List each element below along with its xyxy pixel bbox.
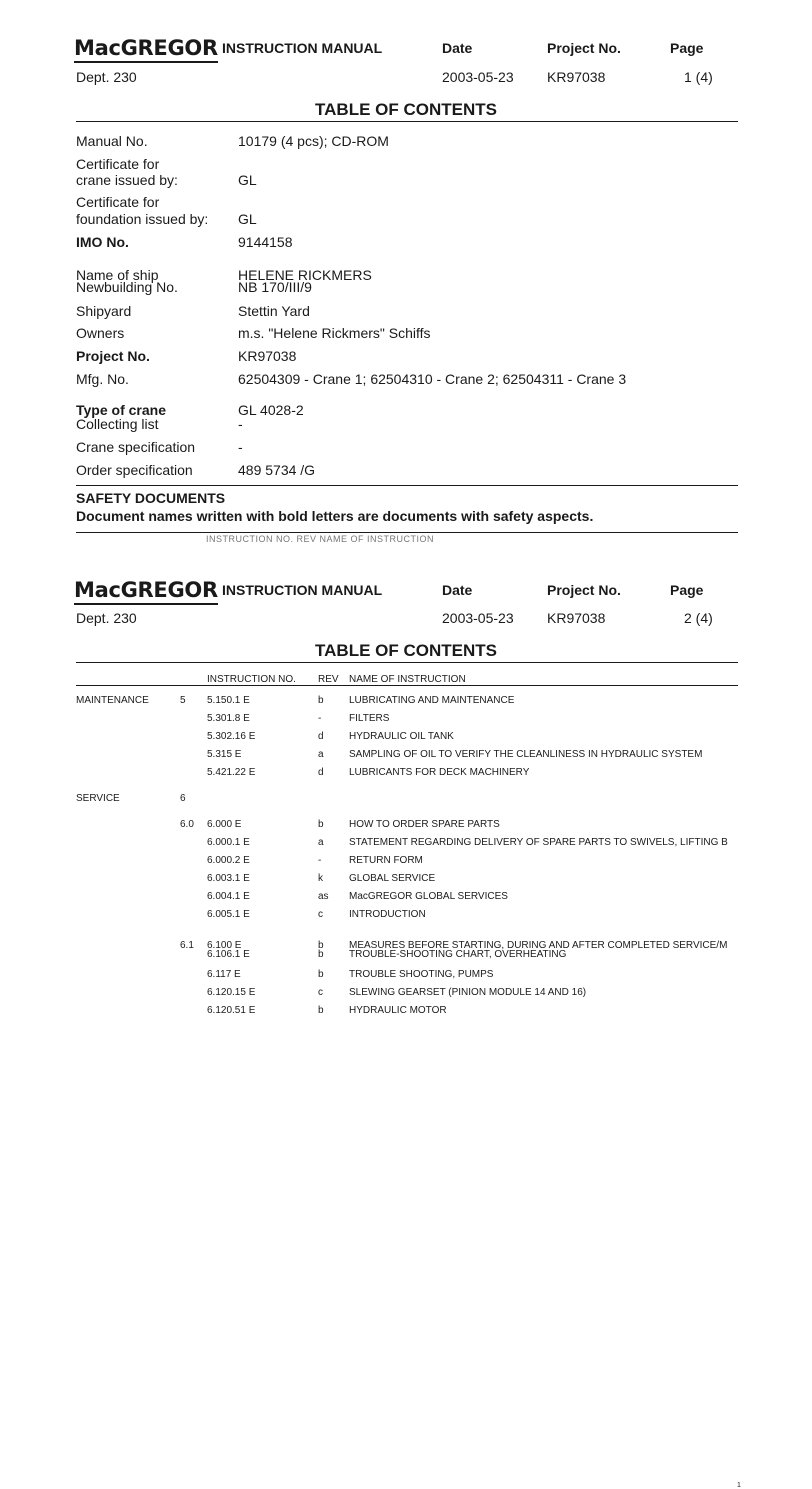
toc-instruction-name: LUBRICANTS FOR DECK MACHINERY xyxy=(349,767,530,778)
column-headers-cut: INSTRUCTION NO. REV NAME OF INSTRUCTION xyxy=(206,534,435,544)
toc-instruction-name: FILTERS xyxy=(349,713,390,724)
toc-instruction-name: RETURN FORM xyxy=(349,855,423,866)
toc-instruction-no: 6.117 E xyxy=(207,969,241,980)
toc-instruction-name: HYDRAULIC OIL TANK xyxy=(349,731,454,742)
toc-rev: b xyxy=(318,940,324,951)
cert-crane-value: GL xyxy=(238,172,257,188)
toc-instruction-name: HOW TO ORDER SPARE PARTS xyxy=(349,819,500,830)
toc-rev: a xyxy=(318,749,324,760)
title-rule xyxy=(76,121,738,122)
toc-rev: b xyxy=(318,819,324,830)
newbuilding-label: Newbuilding No. xyxy=(76,279,178,295)
toc-rev: c xyxy=(318,987,323,998)
toc-rev: c xyxy=(318,909,323,920)
toc-instruction-no: 5.421.22 E xyxy=(207,767,256,778)
imo-value: 9144158 xyxy=(238,234,293,250)
owners-value: m.s. "Helene Rickmers" Schiffs xyxy=(238,325,431,341)
order-spec-label: Order specification xyxy=(76,462,193,478)
toc-rev: b xyxy=(318,949,324,960)
page-label: Page xyxy=(670,40,704,56)
doc-type: INSTRUCTION MANUAL xyxy=(222,582,383,598)
toc-section: MAINTENANCE xyxy=(76,695,149,706)
toc-instruction-name: SAMPLING OF OIL TO VERIFY THE CLEANLINESS IN HYDRAULIC SYSTEM xyxy=(349,749,703,760)
toc-instruction-no: 5.150.1 E xyxy=(207,695,250,706)
toc-rev: d xyxy=(318,731,324,742)
toc-rev: b xyxy=(318,695,324,706)
toc-instruction-no: 6.120.15 E xyxy=(207,987,256,998)
toc-instruction-no: 5.315 E xyxy=(207,749,242,760)
toc-instruction-no: 6.000.2 E xyxy=(207,855,250,866)
cert-foundation-value: GL xyxy=(238,211,257,227)
toc-instruction-no: 6.106.1 E xyxy=(207,949,250,960)
page-number: 1 (4) xyxy=(684,69,713,85)
safety-rule-bottom xyxy=(76,532,738,533)
toc-rev: a xyxy=(318,837,324,848)
crane-spec-value: - xyxy=(238,439,243,455)
toc-instruction-no: 6.003.1 E xyxy=(207,873,250,884)
cert-crane-label-2: crane issued by: xyxy=(76,172,178,188)
cert-foundation-label-2: foundation issued by: xyxy=(76,211,209,227)
toc-rev: as xyxy=(318,891,329,902)
order-spec-value: 489 5734 /G xyxy=(238,462,316,478)
manual-no-label: Manual No. xyxy=(76,133,148,149)
toc-section-number: 6 xyxy=(180,793,186,804)
toc-section-number: 6.0 xyxy=(180,819,194,830)
imo-label: IMO No. xyxy=(76,234,129,250)
owners-label: Owners xyxy=(76,325,125,341)
ship-name-label: Name of ship xyxy=(76,267,159,283)
toc-rev: - xyxy=(318,855,322,866)
title-rule xyxy=(76,662,738,663)
toc-rev: b xyxy=(318,1005,324,1016)
toc-instruction-no: 6.000.1 E xyxy=(207,837,250,848)
column-header-rule xyxy=(76,685,738,686)
macgregor-logo: MacGREGOR xyxy=(74,580,218,605)
project-no-value: KR97038 xyxy=(238,348,297,364)
toc-instruction-name: SLEWING GEARSET (PINION MODULE 14 AND 16) xyxy=(349,987,587,998)
safety-note: Document names written with bold letters are documents with safety aspects. xyxy=(76,508,594,524)
toc-instruction-name: STATEMENT REGARDING DELIVERY OF SPARE PARTS TO SWIVELS, LIFTING B xyxy=(349,837,728,848)
date-label: Date xyxy=(442,582,473,598)
project-value: KR97038 xyxy=(547,69,606,85)
crane-spec-label: Crane specification xyxy=(76,439,196,455)
toc-section-number: 6.1 xyxy=(180,940,194,951)
toc-instruction-no: 6.000 E xyxy=(207,819,242,830)
toc-instruction-name: GLOBAL SERVICE xyxy=(349,873,436,884)
toc-rev: k xyxy=(318,873,323,884)
toc-instruction-name: TROUBLE SHOOTING, PUMPS xyxy=(349,969,494,980)
manual-page-1 xyxy=(0,0,768,545)
manual-page-2 xyxy=(0,545,768,1489)
toc-rev: - xyxy=(318,713,322,724)
toc-instruction-name: TROUBLE-SHOOTING CHART, OVERHEATING xyxy=(349,949,567,960)
col-name-header: NAME OF INSTRUCTION xyxy=(349,674,466,685)
corner-mark: 1 xyxy=(737,1482,741,1489)
project-value: KR97038 xyxy=(547,610,606,626)
doc-type: INSTRUCTION MANUAL xyxy=(222,40,383,56)
toc-instruction-no: 6.120.51 E xyxy=(207,1005,256,1016)
toc-instruction-name: MEASURES BEFORE STARTING, DURING AND AFTER COMPLETED SERVICE/M xyxy=(349,940,728,951)
page-title: TABLE OF CONTENTS xyxy=(315,100,497,119)
toc-instruction-no: 6.004.1 E xyxy=(207,891,250,902)
safety-title: SAFETY DOCUMENTS xyxy=(76,490,226,506)
toc-rev: b xyxy=(318,969,324,980)
page-number: 2 (4) xyxy=(684,610,713,626)
macgregor-logo: MacGREGOR xyxy=(74,38,218,63)
col-rev-header: REV xyxy=(318,674,339,685)
mfg-no-value: 62504309 - Crane 1; 62504310 - Crane 2; 62504311 - Crane 3 xyxy=(238,371,627,387)
page-title: TABLE OF CONTENTS xyxy=(315,641,497,660)
project-label: Project No. xyxy=(547,40,621,56)
manual-no-value: 10179 (4 pcs); CD-ROM xyxy=(238,133,389,149)
newbuilding-value: NB 170/III/9 xyxy=(238,279,312,295)
toc-instruction-no: 5.302.16 E xyxy=(207,731,256,742)
mfg-no-label: Mfg. No. xyxy=(76,371,129,387)
crane-type-value: GL 4028-2 xyxy=(238,402,304,418)
toc-section: SERVICE xyxy=(76,793,120,804)
ship-name-value: HELENE RICKMERS xyxy=(238,267,372,283)
toc-instruction-name: LUBRICATING AND MAINTENANCE xyxy=(349,695,515,706)
cert-crane-label-1: Certificate for xyxy=(76,156,160,172)
dept: Dept. 230 xyxy=(76,610,137,626)
toc-instruction-name: INTRODUCTION xyxy=(349,909,426,920)
toc-instruction-name: MacGREGOR GLOBAL SERVICES xyxy=(349,891,508,902)
collecting-list-value: - xyxy=(238,416,243,432)
project-label: Project No. xyxy=(547,582,621,598)
dept: Dept. 230 xyxy=(76,69,137,85)
project-no-label: Project No. xyxy=(76,348,150,364)
date-label: Date xyxy=(442,40,473,56)
shipyard-value: Stettin Yard xyxy=(238,303,310,319)
col-instruction-header: INSTRUCTION NO. xyxy=(207,674,296,685)
toc-instruction-no: 6.100 E xyxy=(207,940,242,951)
shipyard-label: Shipyard xyxy=(76,303,132,319)
date-value: 2003-05-23 xyxy=(442,610,514,626)
toc-instruction-no: 5.301.8 E xyxy=(207,713,250,724)
safety-rule-top xyxy=(76,485,738,486)
toc-instruction-name: HYDRAULIC MOTOR xyxy=(349,1005,447,1016)
toc-rev: d xyxy=(318,767,324,778)
date-value: 2003-05-23 xyxy=(442,69,514,85)
page-label: Page xyxy=(670,582,704,598)
toc-section-number: 5 xyxy=(180,695,186,706)
toc-instruction-no: 6.005.1 E xyxy=(207,909,250,920)
cert-foundation-label-1: Certificate for xyxy=(76,194,160,210)
collecting-list-label: Collecting list xyxy=(76,416,159,432)
crane-type-label: Type of crane xyxy=(76,402,166,418)
